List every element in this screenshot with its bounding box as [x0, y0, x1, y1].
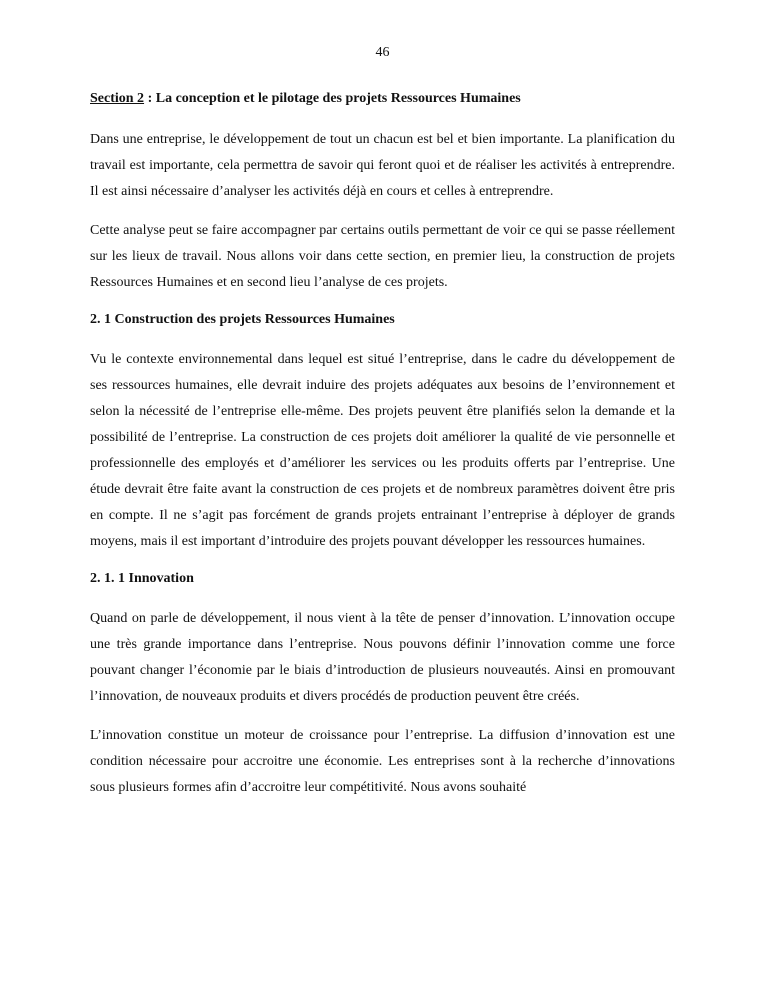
- innovation-paragraph-1: Quand on parle de développement, il nous vient à la tête de penser d’innovation. L’innovation occupe une très grande importance dans l’entreprise. Nous pouvons définir l’innovation comme une force pouvant changer l’économie par le biais d’introduction de plusieurs nouveautés. Ainsi en promouvant l’innovation, de nouveaux produits et divers procédés de production peuvent être créés.: [90, 611, 675, 704]
- innovation-paragraph-2: L’innovation constitue un moteur de croissance pour l’entreprise. La diffusion d’innovation est une condition nécessaire pour accroitre une économie. Les entreprises sont à la recherche d’innovations sous plusieurs formes afin d’accroitre leur compétitivité. Nous avons souhaité: [90, 728, 675, 795]
- subsection-heading-2-1-1: 2. 1. 1 Innovation: [90, 571, 194, 586]
- section-title: : La conception et le pilotage des projets Ressources Humaines: [144, 91, 521, 106]
- subsection-heading-2-1: 2. 1 Construction des projets Ressources Humaines: [90, 312, 395, 327]
- page-number: 46: [375, 45, 390, 60]
- section-heading: [90, 88, 675, 110]
- page-content: [90, 88, 675, 814]
- subsection-2-1-paragraph: Vu le contexte environnemental dans lequel est situé l’entreprise, dans le cadre du développement de ses ressources humaines, elle devrait induire des projets adéquates aux besoins de l’environnement et selon la nécessité de l’entreprise elle-même. Des projets peuvent être planifiés selon la demande et la possibilité de l’entreprise. La construction de ces projets doit améliorer la qualité de vie personnelle et professionnelle des employés et d’améliorer les services ou les produits offerts par l’entreprise. Une étude devrait être faite avant la construction de ces projets et de nombreux paramètres doivent être pris en compte. Il ne s’agit pas forcément de grands projets entrainant l’entreprise à déployer de grands moyens, mais il est important d’introduire des projets pouvant développer les ressources humaines.: [90, 352, 675, 549]
- intro-paragraph-2: Cette analyse peut se faire accompagner par certains outils permettant de voir ce qui se passe réellement sur les lieux de travail. Nous allons voir dans cette section, en premier lieu, la construction de projets Ressources Humaines et en second lieu l’analyse de ces projets.: [90, 223, 675, 290]
- intro-paragraph-1: Dans une entreprise, le développement de tout un chacun est bel et bien importante. La planification du travail est importante, cela permettra de savoir qui feront quoi et de réaliser les activités à entreprendre. Il est ainsi nécessaire d’analyser les activités déjà en cours et celles à entreprendre.: [90, 132, 675, 199]
- section-label: Section 2: [90, 91, 145, 106]
